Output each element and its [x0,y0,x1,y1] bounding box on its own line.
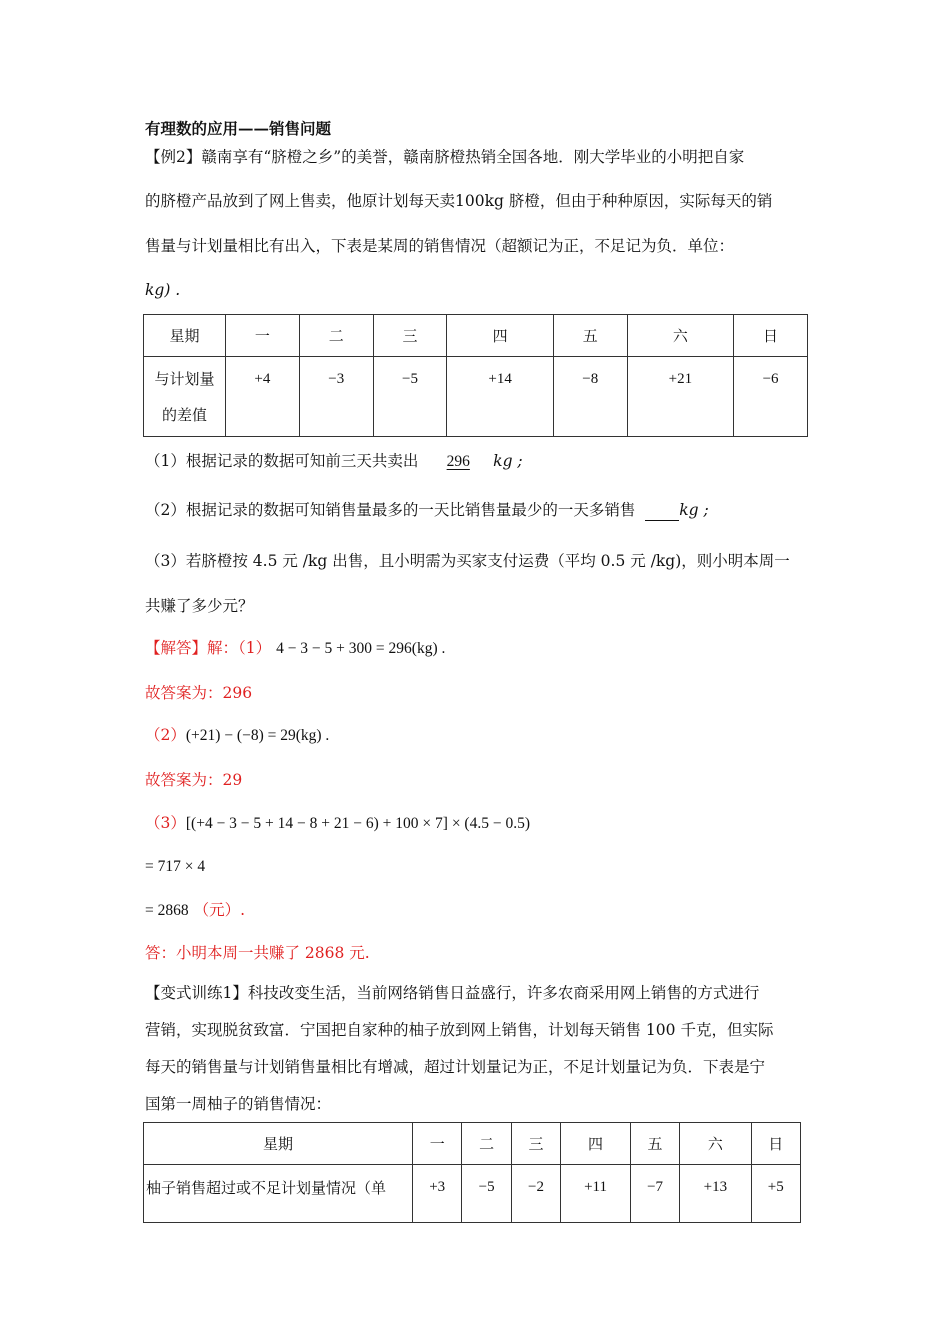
final-answer: 答：小明本周一共赚了 2868 元. [145,944,370,962]
variant-line-4: 国第一周柚子的销售情况： [145,1095,332,1113]
table2-value: −5 [462,1165,511,1223]
table2-value: −2 [511,1165,560,1223]
table1-value-row [144,357,808,437]
sales-table-1 [143,314,808,437]
table2-day: 五 [630,1123,679,1165]
question-1: （1）根据记录的数据可知前三天共卖出 296 kg ; [145,450,523,473]
table2-row-label: 柚子销售超过或不足计划量情况（单 [144,1165,413,1223]
table1-value: −5 [373,357,447,437]
table2-value-row [144,1165,801,1223]
table2-day: 三 [511,1123,560,1165]
table2-day: 四 [561,1123,631,1165]
question-3-line-2: 共赚了多少元？ [145,597,254,615]
table2-value: +5 [751,1165,801,1223]
table1-value: −8 [553,357,627,437]
question-3-line-1: （3）若脐橙按 4.5 元 /kg 出售，且小明需为买家支付运费（平均 0.5 元 /kg)，则小明本周一 [145,552,790,570]
table1-value: +14 [447,357,553,437]
table1-value: +21 [627,357,733,437]
table1-row-label: 与计划量 的差值 [144,357,226,437]
example-tag: 【例2】 [145,148,202,166]
table1-day: 六 [627,315,733,357]
table1-day: 四 [447,315,553,357]
table1-day: 三 [373,315,447,357]
table2-day: 日 [751,1123,801,1165]
table2-day: 六 [680,1123,751,1165]
q1-answer-blank: 296 [446,453,470,470]
example-line-2: 的脐橙产品放到了网上售卖，他原计划每天卖100kg 脐橙，但由于种种原因，实际每天的销 [145,192,773,210]
table1-value: −6 [734,357,808,437]
sales-table-2 [143,1122,801,1223]
question-2: （2）根据记录的数据可知销售量最多的一天比销售量最少的一天多销售 kg ; [145,501,709,519]
table1-value: +4 [226,357,300,437]
example-line-1: 【例2】赣南享有“脐橙之乡”的美誉，赣南脐橙热销全国各地．刚大学毕业的小明把自家 [145,148,745,166]
table2-header-row [144,1123,801,1165]
solution-tag: 【解答】解：（1） [145,639,272,657]
variant-tag: 【变式训练1】 [145,984,248,1002]
q2-answer-blank [645,504,679,521]
table2-value: +13 [680,1165,751,1223]
table1-header-row [144,315,808,357]
table2-day: 一 [413,1123,462,1165]
answer-2: 故答案为：29 [145,771,243,789]
solution-step-2: （2）(+21) − (−8) = 29(kg) . [145,726,330,744]
example-line-4: kg) . [145,281,181,299]
variant-line-1: 【变式训练1】科技改变生活，当前网络销售日益盛行，许多农商采用网上销售的方式进行 [145,984,760,1002]
table1-day: 一 [226,315,300,357]
table1-day: 二 [299,315,373,357]
table2-day: 二 [462,1123,511,1165]
table1-day: 五 [553,315,627,357]
table2-header-label: 星期 [144,1123,413,1165]
table1-value: −3 [299,357,373,437]
table2-value: +11 [561,1165,631,1223]
table1-header-label: 星期 [144,315,226,357]
answer-1: 故答案为：296 [145,684,253,702]
solution-step-1: 【解答】解：（1） 4 − 3 − 5 + 300 = 296(kg) . [145,639,446,657]
example-line-3: 售量与计划量相比有出入，下表是某周的销售情况（超额记为正，不足记为负．单位： [145,237,735,255]
solution-step-3-line-3: = 2868 （元）. [145,901,245,919]
solution-step-3-line-2: = 717 × 4 [145,858,206,875]
solution-step-3: （3）[(+4 − 3 − 5 + 14 − 8 + 21 − 6) + 100 × 7] × (4.5 − 0.5) [145,814,531,832]
table2-value: +3 [413,1165,462,1223]
variant-line-2: 营销，实现脱贫致富．宁国把自家种的柚子放到网上销售，计划每天销售 100 千克，但实际 [145,1021,774,1039]
table2-value: −7 [630,1165,679,1223]
section-title: 有理数的应用——销售问题 [145,119,332,138]
variant-line-3: 每天的销售量与计划销售量相比有增减，超过计划量记为正，不足计划量记为负．下表是宁 [145,1058,766,1076]
table1-day: 日 [734,315,808,357]
